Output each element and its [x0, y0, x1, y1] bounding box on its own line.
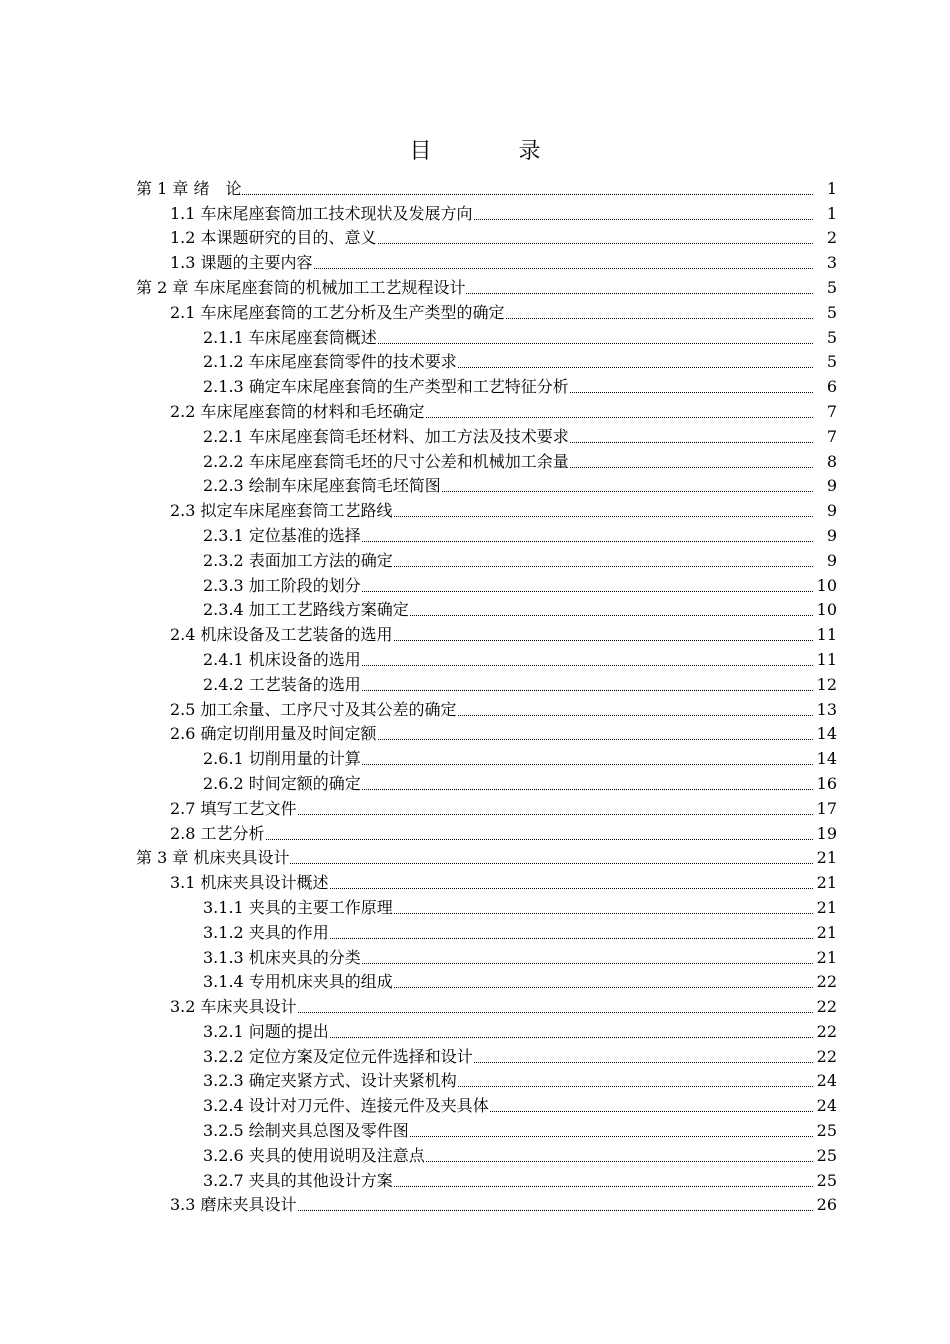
toc-entry-page-number: 22 — [816, 972, 837, 992]
dot-leader — [290, 863, 813, 864]
toc-entry-title: 3.2.6 夹具的使用说明及注意点 — [203, 1145, 425, 1165]
toc-entry[interactable] — [0, 571, 950, 596]
toc-entry[interactable] — [0, 1116, 950, 1141]
toc-entry[interactable] — [0, 720, 950, 745]
toc-entry-page-number: 21 — [816, 922, 837, 942]
toc-entry-title: 3.2.7 夹具的其他设计方案 — [203, 1170, 393, 1190]
toc-entry[interactable] — [0, 224, 950, 249]
toc-entry-page-number: 5 — [826, 352, 837, 372]
dot-leader — [362, 541, 813, 542]
toc-entry-title: 3.2.3 确定夹紧方式、设计夹紧机构 — [203, 1071, 457, 1091]
dot-leader — [410, 1136, 813, 1137]
toc-entry-title: 3.1.2 夹具的作用 — [203, 922, 329, 942]
toc-entry-title: 2.3.4 加工工艺路线方案确定 — [203, 600, 409, 620]
dot-leader — [362, 591, 813, 592]
toc-entry-title: 3.2.4 设计对刀元件、连接元件及夹具体 — [203, 1096, 489, 1116]
toc-entry-page-number: 14 — [816, 749, 837, 769]
toc-entry-page-number: 1 — [826, 178, 837, 198]
toc-entry-title: 3.1.1 夹具的主要工作原理 — [203, 897, 393, 917]
toc-entry-page-number: 13 — [816, 699, 837, 719]
toc-entry-page-number: 9 — [826, 501, 837, 521]
toc-entry-page-number: 10 — [816, 575, 837, 595]
toc-entry[interactable] — [0, 620, 950, 645]
toc-entry-title: 2.3 拟定车床尾座套筒工艺路线 — [170, 501, 393, 521]
toc-entry[interactable] — [0, 496, 950, 521]
toc-entry-title: 3.1.3 机床夹具的分类 — [203, 947, 361, 967]
toc-entry[interactable] — [0, 1141, 950, 1166]
toc-entry-title: 1.2 本课题研究的目的、意义 — [170, 228, 377, 248]
toc-entry[interactable] — [0, 348, 950, 373]
toc-entry-title: 第 3 章 机床夹具设计 — [136, 848, 290, 868]
toc-entry[interactable] — [0, 372, 950, 397]
toc-entry[interactable] — [0, 992, 950, 1017]
toc-entry[interactable] — [0, 1017, 950, 1042]
dot-leader — [330, 938, 813, 939]
toc-entry-title: 1.3 课题的主要内容 — [170, 253, 313, 273]
toc-entry-page-number: 24 — [816, 1071, 837, 1091]
toc-entry-title: 3.2.2 定位方案及定位元件选择和设计 — [203, 1046, 473, 1066]
toc-entry[interactable] — [0, 645, 950, 670]
toc-entry-title: 2.4.1 机床设备的选用 — [203, 649, 361, 669]
dot-leader — [506, 318, 813, 319]
toc-entry-title: 2.3.3 加工阶段的划分 — [203, 575, 361, 595]
toc-entry[interactable] — [0, 968, 950, 993]
dot-leader — [298, 1210, 813, 1211]
toc-entry[interactable] — [0, 819, 950, 844]
toc-entry-page-number: 5 — [826, 327, 837, 347]
toc-entry-page-number: 21 — [816, 848, 837, 868]
dot-leader — [490, 1111, 813, 1112]
toc-entry-title: 3.2.1 问题的提出 — [203, 1021, 329, 1041]
toc-entry-title: 2.3.2 表面加工方法的确定 — [203, 550, 393, 570]
dot-leader — [298, 1012, 813, 1013]
toc-entry[interactable] — [0, 794, 950, 819]
toc-entry-title: 2.2.3 绘制车床尾座套筒毛坯简图 — [203, 476, 441, 496]
dot-leader — [394, 516, 813, 517]
toc-entry-page-number: 19 — [816, 823, 837, 843]
dot-leader — [394, 1186, 813, 1187]
toc-entry-page-number: 25 — [816, 1170, 837, 1190]
toc-entry-page-number: 7 — [826, 426, 837, 446]
toc-entry-page-number: 21 — [816, 897, 837, 917]
toc-entry-page-number: 5 — [826, 302, 837, 322]
toc-heading: 目 录 — [409, 139, 581, 164]
dot-leader — [266, 839, 813, 840]
toc-entry[interactable] — [0, 769, 950, 794]
dot-leader — [426, 417, 813, 418]
toc-entry-title: 第 2 章 车床尾座套筒的机械加工工艺规程设计 — [136, 277, 466, 297]
dot-leader — [570, 442, 813, 443]
toc-entry[interactable] — [0, 1191, 950, 1216]
toc-entry-title: 1.1 车床尾座套筒加工技术现状及发展方向 — [170, 203, 473, 223]
toc-entry[interactable] — [0, 596, 950, 621]
toc-entry-title: 2.5 加工余量、工序尺寸及其公差的确定 — [170, 699, 457, 719]
dot-leader — [362, 963, 813, 964]
toc-entry-title: 2.1 车床尾座套筒的工艺分析及生产类型的确定 — [170, 302, 505, 322]
toc-entry[interactable] — [0, 472, 950, 497]
dot-leader — [474, 1062, 813, 1063]
toc-entry-page-number: 1 — [826, 203, 837, 223]
dot-leader — [474, 219, 813, 220]
toc-entry[interactable] — [0, 844, 950, 869]
toc-entry-page-number: 10 — [816, 600, 837, 620]
toc-entry[interactable] — [0, 447, 950, 472]
toc-entry-page-number: 3 — [826, 253, 837, 273]
toc-entry-page-number: 21 — [816, 873, 837, 893]
toc-entry-title: 2.7 填写工艺文件 — [170, 798, 297, 818]
toc-entry-title: 2.2 车床尾座套筒的材料和毛坯确定 — [170, 401, 425, 421]
dot-leader — [442, 491, 813, 492]
toc-entry-page-number: 22 — [816, 997, 837, 1017]
dot-leader — [330, 1037, 813, 1038]
toc-entry-page-number: 22 — [816, 1021, 837, 1041]
dot-leader — [378, 343, 813, 344]
toc-entry[interactable] — [0, 744, 950, 769]
toc-entry-page-number: 25 — [816, 1145, 837, 1165]
dot-leader — [570, 392, 813, 393]
toc-entry[interactable] — [0, 521, 950, 546]
toc-entry-page-number: 9 — [826, 476, 837, 496]
toc-entry-title: 2.1.2 车床尾座套筒零件的技术要求 — [203, 352, 457, 372]
toc-entry-title: 2.8 工艺分析 — [170, 823, 265, 843]
dot-leader — [570, 467, 813, 468]
toc-entry[interactable] — [0, 1067, 950, 1092]
dot-leader — [362, 665, 813, 666]
toc-entry-page-number: 24 — [816, 1096, 837, 1116]
toc-entry[interactable] — [0, 174, 950, 199]
toc-entry-title: 3.3 磨床夹具设计 — [170, 1195, 297, 1215]
toc-entry-title: 2.3.1 定位基准的选择 — [203, 525, 361, 545]
toc-entry-title: 2.6.1 切削用量的计算 — [203, 749, 361, 769]
toc-entry[interactable] — [0, 943, 950, 968]
toc-entry-title: 2.4 机床设备及工艺装备的选用 — [170, 625, 393, 645]
toc-entry[interactable] — [0, 298, 950, 323]
toc-entry-page-number: 26 — [816, 1195, 837, 1215]
dot-leader — [394, 566, 813, 567]
table-of-contents — [0, 174, 950, 1215]
toc-entry-title: 2.1.1 车床尾座套筒概述 — [203, 327, 377, 347]
dot-leader — [466, 293, 813, 294]
dot-leader — [378, 739, 813, 740]
dot-leader — [394, 913, 813, 914]
toc-entry[interactable] — [0, 1042, 950, 1067]
toc-entry-page-number: 5 — [826, 277, 837, 297]
toc-entry-page-number: 25 — [816, 1121, 837, 1141]
dot-leader — [458, 367, 813, 368]
toc-entry-title: 3.2 车床夹具设计 — [170, 997, 297, 1017]
dot-leader — [394, 640, 813, 641]
dot-leader — [362, 690, 813, 691]
dot-leader — [330, 888, 813, 889]
toc-entry-title: 第 1 章 绪 论 — [136, 178, 242, 198]
toc-entry[interactable] — [0, 1166, 950, 1191]
toc-entry-title: 2.2.1 车床尾座套筒毛坯材料、加工方法及技术要求 — [203, 426, 569, 446]
dot-leader — [378, 243, 813, 244]
toc-entry[interactable] — [0, 397, 950, 422]
toc-entry[interactable] — [0, 1091, 950, 1116]
toc-entry-page-number: 12 — [816, 674, 837, 694]
dot-leader — [394, 987, 813, 988]
dot-leader — [298, 814, 813, 815]
toc-entry-page-number: 2 — [826, 228, 837, 248]
toc-entry-page-number: 7 — [826, 401, 837, 421]
dot-leader — [362, 764, 813, 765]
toc-entry-title: 3.2.5 绘制夹具总图及零件图 — [203, 1121, 409, 1141]
toc-entry-page-number: 16 — [816, 773, 837, 793]
toc-entry-page-number: 14 — [816, 724, 837, 744]
toc-entry-title: 2.4.2 工艺装备的选用 — [203, 674, 361, 694]
toc-entry-page-number: 11 — [816, 649, 837, 669]
toc-entry[interactable] — [0, 273, 950, 298]
toc-entry[interactable] — [0, 323, 950, 348]
toc-entry-title: 2.6 确定切削用量及时间定额 — [170, 724, 377, 744]
toc-entry[interactable] — [0, 918, 950, 943]
toc-entry[interactable] — [0, 546, 950, 571]
dot-leader — [410, 615, 813, 616]
toc-entry[interactable] — [0, 670, 950, 695]
dot-leader — [426, 1161, 813, 1162]
toc-entry[interactable] — [0, 893, 950, 918]
toc-entry-page-number: 9 — [826, 550, 837, 570]
toc-entry[interactable] — [0, 868, 950, 893]
toc-entry-page-number: 22 — [816, 1046, 837, 1066]
dot-leader — [458, 715, 813, 716]
dot-leader — [242, 194, 813, 195]
toc-entry-title: 2.2.2 车床尾座套筒毛坯的尺寸公差和机械加工余量 — [203, 451, 569, 471]
toc-entry[interactable] — [0, 248, 950, 273]
toc-entry-page-number: 17 — [816, 798, 837, 818]
toc-entry-page-number: 9 — [826, 525, 837, 545]
toc-entry[interactable] — [0, 695, 950, 720]
dot-leader — [458, 1086, 813, 1087]
toc-entry-page-number: 8 — [826, 451, 837, 471]
toc-entry-page-number: 6 — [826, 377, 837, 397]
toc-entry-title: 3.1 机床夹具设计概述 — [170, 873, 329, 893]
toc-entry-page-number: 21 — [816, 947, 837, 967]
toc-entry-title: 3.1.4 专用机床夹具的组成 — [203, 972, 393, 992]
toc-entry-title: 2.1.3 确定车床尾座套筒的生产类型和工艺特征分析 — [203, 377, 569, 397]
dot-leader — [362, 789, 813, 790]
toc-entry-title: 2.6.2 时间定额的确定 — [203, 773, 361, 793]
toc-entry-page-number: 11 — [816, 625, 837, 645]
toc-entry[interactable] — [0, 199, 950, 224]
dot-leader — [314, 268, 813, 269]
toc-entry[interactable] — [0, 422, 950, 447]
